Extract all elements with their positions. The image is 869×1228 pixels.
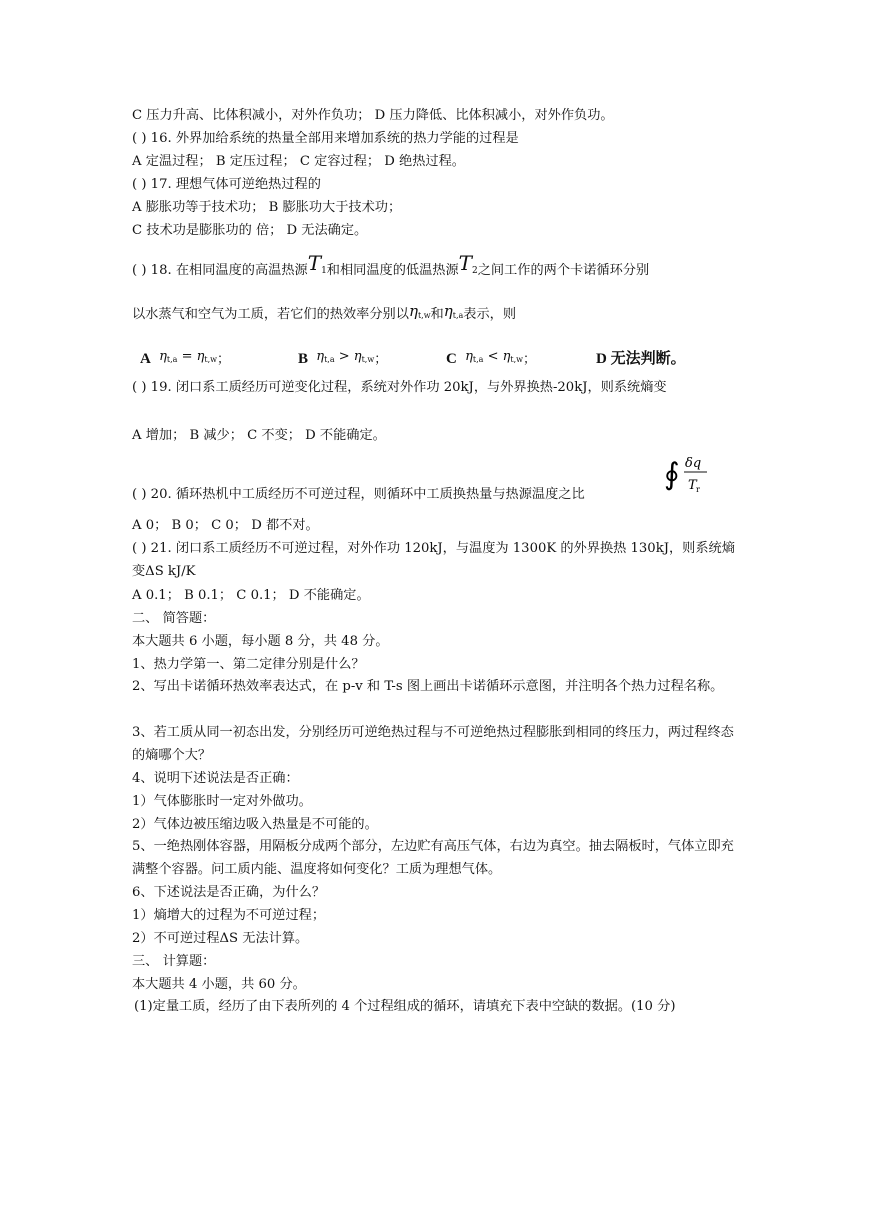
short-q6-item1: 1）熵增大的过程为不可逆过程； (132, 908, 326, 923)
eta-tw-symbol: ηt,w (408, 302, 431, 320)
eta-ta-symbol: ηt,a (443, 302, 464, 320)
q18-option-a: A ηt,a = ηt,w； (140, 349, 231, 367)
section-3-info: 本大题共 4 小题，共 60 分。 (132, 977, 306, 992)
short-q4-item2: 2）气体边被压缩边吸入热量是不可能的。 (132, 817, 378, 832)
q17-options-cd: C 技术功是膨胀功的 倍； D 无法确定。 (132, 223, 368, 238)
q18-option-d: D 无法判断。 (596, 351, 686, 367)
q18-options (140, 345, 700, 373)
q18-question-line1 (132, 252, 742, 287)
q19-options: A 增加； B 减少； C 不变； D 不能确定。 (132, 428, 386, 443)
section-2-heading: 二、 简答题： (132, 611, 216, 626)
q21-question: ( ) 21. 闭口系工质经历不可逆过程，对外作功 120kJ，与温度为 1300K 的外界换热 130kJ，则系统熵变ΔS kJ/K (132, 541, 735, 579)
t2-symbol: T2 (458, 251, 478, 276)
q20-question: ( ) 20. 循环热机中工质经历不可逆过程，则循环中工质换热量与热源温度之比 (132, 487, 585, 502)
short-q1: 1、热力学第一、第二定律分别是什么？ (132, 657, 365, 672)
integral-sign: ∮ (664, 457, 680, 492)
r-subscript: r (696, 485, 700, 494)
q15-options-cd: C 压力升高、比体积减小，对外作负功； D 压力降低、比体积减小，对外作负功。 (132, 108, 614, 123)
q16-options: A 定温过程； B 定压过程； C 定容过程； D 绝热过程。 (132, 154, 465, 169)
dq-numerator: δq (685, 456, 702, 471)
short-q3: 3、若工质从同一初态出发，分别经历可逆绝热过程与不可逆绝热过程膨胀到相同的终压力，两过程终态的熵哪个大？ (132, 725, 734, 763)
section-2-info: 本大题共 6 小题，每小题 8 分，共 48 分。 (132, 634, 389, 649)
cyclic-integral-formula (663, 450, 713, 498)
q18-option-b: B ηt,a > ηt,w； (298, 349, 388, 367)
short-q5: 5、一绝热刚体容器，用隔板分成两个部分，左边贮有高压气体，右边为真空。抽去隔板时，气体立即充满整个容器。问工质内能、温度将如何变化？工质为理想气体。 (132, 839, 734, 877)
tr-denominator: T (688, 478, 697, 493)
short-q6-item2: 2）不可逆过程ΔS 无法计算。 (132, 931, 309, 946)
q18-text-b: 和相同温度的低温热源 (326, 263, 459, 278)
short-q4: 4、说明下述说法是否正确： (132, 771, 299, 786)
short-q2: 2、写出卡诺循环热效率表达式，在 p-v 和 T-s 图上画出卡诺循环示意图，并注明各个热力过程名称。 (132, 679, 724, 694)
q18-question-line2 (132, 298, 742, 331)
q18-text-f: 表示，则 (463, 307, 517, 322)
q21-options: A 0.1； B 0.1； C 0.1； D 不能确定。 (132, 588, 370, 603)
q19-question: ( ) 19. 闭口系工质经历可逆变化过程，系统对外作功 20kJ，与外界换热-20kJ，则系统熵变 (132, 380, 667, 395)
q16-question: ( ) 16. 外界加给系统的热量全部用来增加系统的热力学能的过程是 (132, 131, 519, 146)
calc-q1: (1)定量工质，经历了由下表所列的 4 个过程组成的循环，请填充下表中空缺的数据。(10 分) (134, 999, 676, 1014)
q18-text-c: 之间工作的两个卡诺循环分别 (477, 263, 650, 278)
q18-text-a: ( ) 18. 在相同温度的高温热源 (132, 263, 308, 278)
q17-question: ( ) 17. 理想气体可逆绝热过程的 (132, 177, 321, 192)
q20-options: A 0； B 0； C 0； D 都不对。 (132, 518, 319, 533)
q17-options-ab: A 膨胀功等于技术功； B 膨胀功大于技术功； (132, 200, 402, 215)
short-q4-item1: 1）气体膨胀时一定对外做功。 (132, 794, 312, 809)
t1-symbol: T1 (307, 251, 327, 276)
q18-text-d: 以水蒸气和空气为工质，若它们的热效率分别以 (132, 307, 409, 322)
short-q6: 6、下述说法是否正确，为什么？ (132, 885, 326, 900)
q18-text-e: 和 (430, 307, 444, 322)
q18-option-c: C ηt,a < ηt,w； (446, 349, 537, 367)
section-3-heading: 三、 计算题： (132, 954, 216, 969)
